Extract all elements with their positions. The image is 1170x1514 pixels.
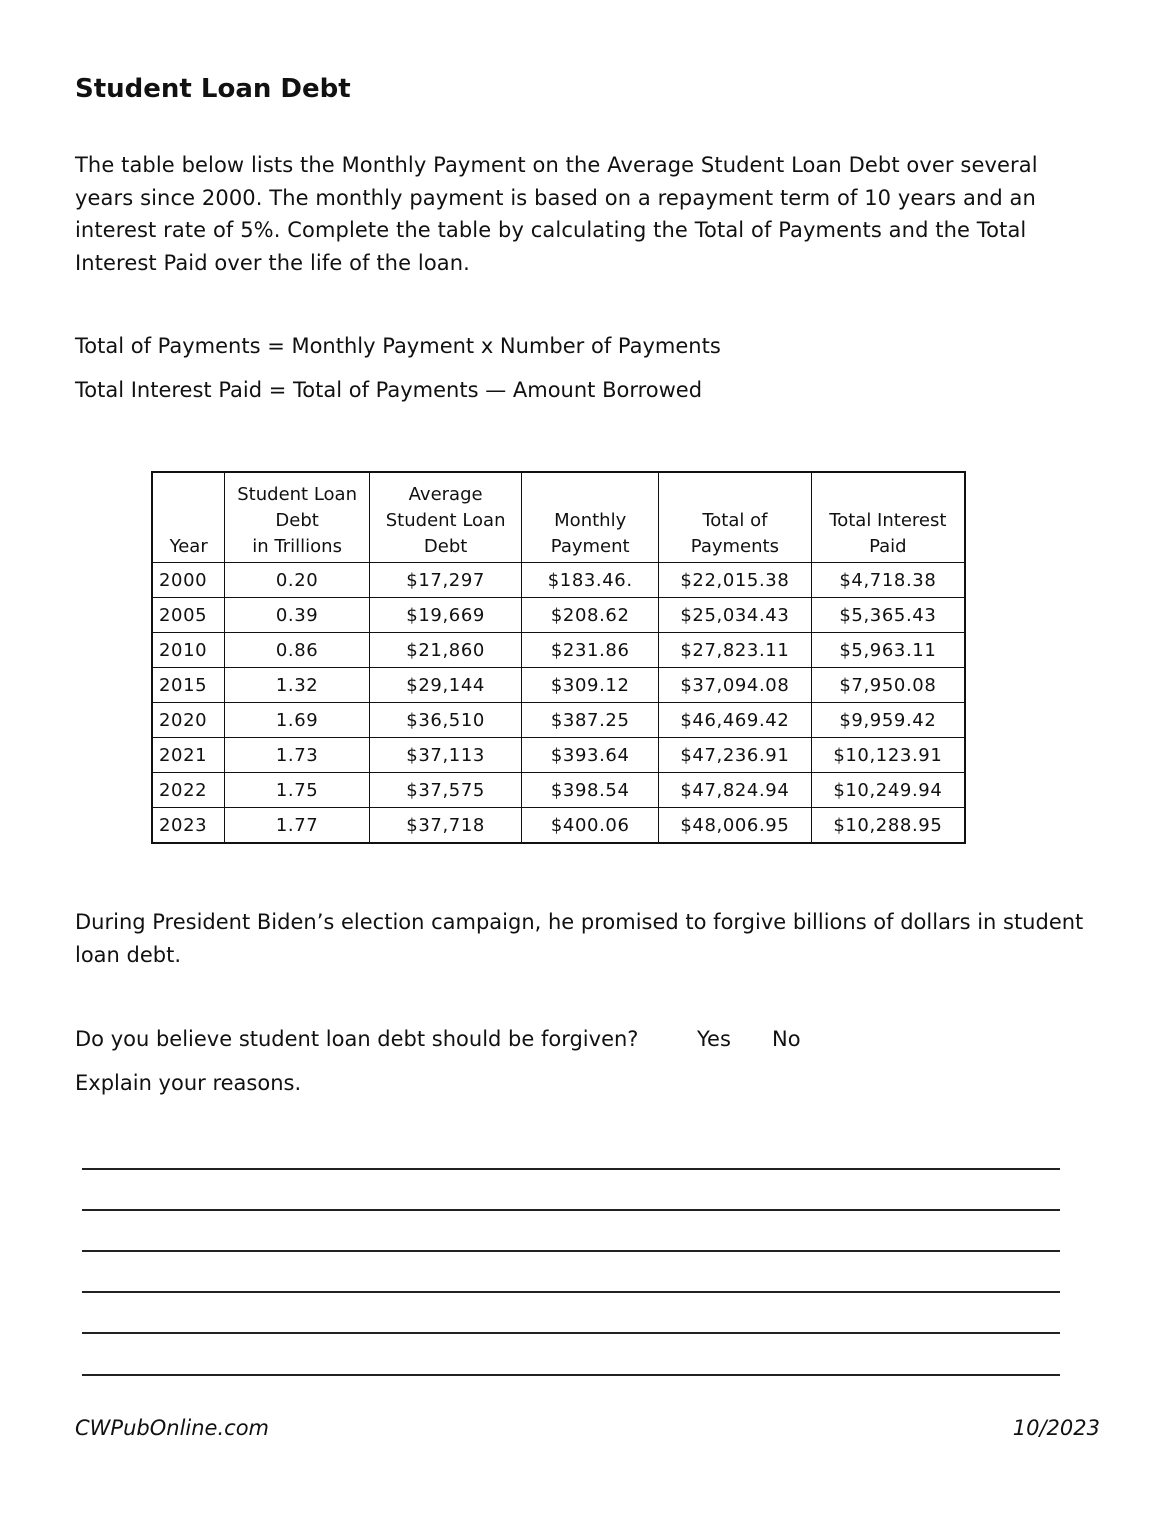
cell-year: 2020 (152, 703, 225, 738)
cell-total-interest: $10,249.94 (811, 773, 965, 808)
table-row (152, 808, 965, 844)
cell-year: 2010 (152, 633, 225, 668)
cell-year: 2021 (152, 738, 225, 773)
cell-average-debt: $37,113 (369, 738, 522, 773)
cell-debt-trillions: 1.32 (225, 668, 370, 703)
formula-total-interest: Total Interest Paid = Total of Payments — Amount Borrowed (75, 378, 703, 402)
header-year: Year (152, 472, 225, 563)
table-row (152, 738, 965, 773)
footer-site: CWPubOnline.com (75, 1416, 269, 1440)
cell-monthly-payment: $231.86 (522, 633, 659, 668)
cell-total-payments: $48,006.95 (659, 808, 812, 844)
cell-year: 2005 (152, 598, 225, 633)
cell-total-interest: $9,959.42 (811, 703, 965, 738)
answer-line[interactable] (82, 1250, 1060, 1252)
header-loan-debt-trillions: Student Loan Debt in Trillions (225, 472, 370, 563)
cell-debt-trillions: 1.77 (225, 808, 370, 844)
cell-year: 2022 (152, 773, 225, 808)
cell-debt-trillions: 0.39 (225, 598, 370, 633)
cell-monthly-payment: $309.12 (522, 668, 659, 703)
cell-total-interest: $7,950.08 (811, 668, 965, 703)
explain-prompt: Explain your reasons. (75, 1071, 302, 1095)
answer-line[interactable] (82, 1168, 1060, 1170)
cell-monthly-payment: $400.06 (522, 808, 659, 844)
table-row (152, 773, 965, 808)
cell-debt-trillions: 1.75 (225, 773, 370, 808)
cell-debt-trillions: 0.20 (225, 563, 370, 598)
answer-no-option[interactable]: No (772, 1027, 801, 1051)
cell-debt-trillions: 1.73 (225, 738, 370, 773)
answer-line[interactable] (82, 1291, 1060, 1293)
header-total-payments: Total of Payments (659, 472, 812, 563)
header-total-interest: Total Interest Paid (811, 472, 965, 563)
cell-monthly-payment: $387.25 (522, 703, 659, 738)
cell-total-payments: $27,823.11 (659, 633, 812, 668)
cell-average-debt: $17,297 (369, 563, 522, 598)
cell-monthly-payment: $208.62 (522, 598, 659, 633)
cell-total-interest: $10,123.91 (811, 738, 965, 773)
cell-average-debt: $37,718 (369, 808, 522, 844)
cell-monthly-payment: $183.46. (522, 563, 659, 598)
cell-total-payments: $25,034.43 (659, 598, 812, 633)
cell-year: 2015 (152, 668, 225, 703)
cell-total-interest: $10,288.95 (811, 808, 965, 844)
cell-monthly-payment: $393.64 (522, 738, 659, 773)
cell-debt-trillions: 1.69 (225, 703, 370, 738)
formula-total-payments: Total of Payments = Monthly Payment x Number of Payments (75, 334, 721, 358)
cell-debt-trillions: 0.86 (225, 633, 370, 668)
cell-monthly-payment: $398.54 (522, 773, 659, 808)
cell-total-payments: $46,469.42 (659, 703, 812, 738)
cell-average-debt: $29,144 (369, 668, 522, 703)
cell-average-debt: $19,669 (369, 598, 522, 633)
cell-total-payments: $22,015.38 (659, 563, 812, 598)
cell-total-payments: $37,094.08 (659, 668, 812, 703)
table-row (152, 563, 965, 598)
intro-paragraph: The table below lists the Monthly Payment on the Average Student Loan Debt over several years since 2000. The monthly payment is based on a repayment term of 10 years and an interest rate of 5%. Complete the table by calculating the Total of Payments and the Total Interest Paid over the life of the loan. (75, 153, 1038, 275)
campaign-paragraph: During President Biden’s election campaign, he promised to forgive billions of dollars in student loan debt. (75, 910, 1084, 967)
table-row (152, 668, 965, 703)
header-average-debt: Average Student Loan Debt (369, 472, 522, 563)
page-title: Student Loan Debt (75, 74, 351, 104)
answer-yes-option[interactable]: Yes (697, 1027, 731, 1051)
forgiveness-question: Do you believe student loan debt should be forgiven? (75, 1027, 639, 1051)
cell-total-payments: $47,236.91 (659, 738, 812, 773)
table-row (152, 633, 965, 668)
cell-average-debt: $21,860 (369, 633, 522, 668)
cell-year: 2023 (152, 808, 225, 844)
cell-average-debt: $37,575 (369, 773, 522, 808)
footer-date: 10/2023 (1012, 1416, 1100, 1440)
cell-year: 2000 (152, 563, 225, 598)
table-row (152, 703, 965, 738)
loan-table (151, 471, 966, 844)
cell-total-interest: $5,365.43 (811, 598, 965, 633)
cell-total-interest: $4,718.38 (811, 563, 965, 598)
answer-line[interactable] (82, 1209, 1060, 1211)
cell-total-interest: $5,963.11 (811, 633, 965, 668)
cell-average-debt: $36,510 (369, 703, 522, 738)
answer-line[interactable] (82, 1374, 1060, 1376)
header-monthly-payment: Monthly Payment (522, 472, 659, 563)
cell-total-payments: $47,824.94 (659, 773, 812, 808)
answer-line[interactable] (82, 1332, 1060, 1334)
table-row (152, 598, 965, 633)
table-header-row (152, 472, 965, 563)
